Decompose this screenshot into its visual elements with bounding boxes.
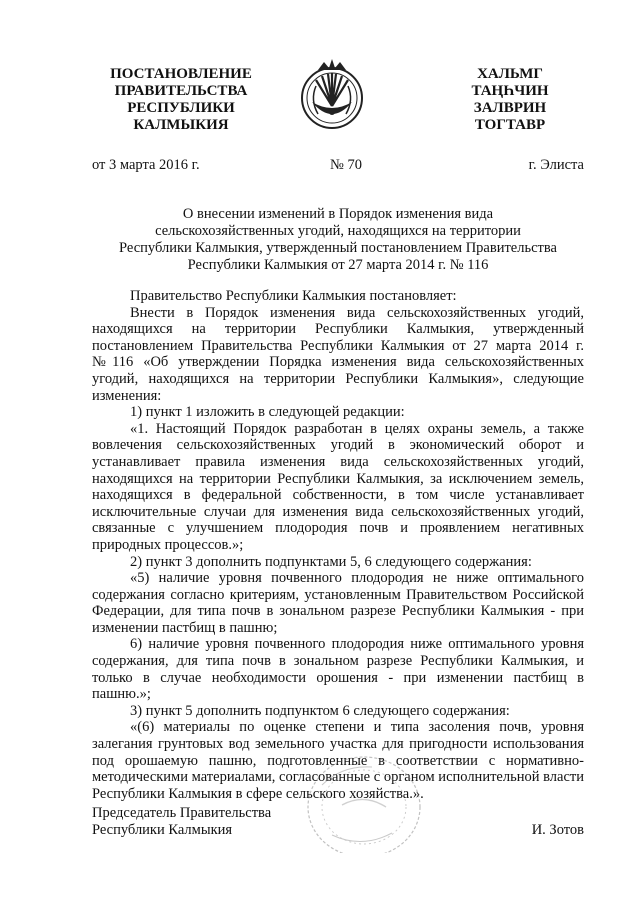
body-paragraph: 3) пункт 5 дополнить подпунктом 6 следующего содержания: [130,702,510,719]
signature-block [92,805,584,845]
header-right-line: ТОГТАВР [474,117,546,133]
body-paragraph: «(6) материалы по оценке степени и типа засоления почв, уровня залегания грунтовых вод земельного участка для пригодности использования под орошаемую пашню, подготовленные в соответствии с нормативно-методическими материалами, согласованные с органом исполнительной власти Республики Калмыкия в сфере сельского хозяйства.». [92,719,584,802]
body-paragraph: 6) наличие уровня почвенного плодородия ниже оптимального уровня содержания, для типа почв в зональном разрезе Республики Калмыкия, и только в случае необходимости орошения - при изменении пастбищ в пашню.»; [92,636,584,703]
header-left-line: КАЛМЫКИЯ [133,117,229,133]
body-paragraph: Правительство Республики Калмыкия постановляет: [130,288,457,304]
document-number: № 70 [330,157,362,173]
signatory-name: И. Зотов [531,822,584,838]
header-right-line: ТАҢҺЧИН [471,83,549,99]
dateline [92,157,584,175]
title-line: сельскохозяйственных угодий, находящихся на территории [155,223,521,239]
title-line: О внесении изменений в Порядок изменения вида [182,206,494,222]
signatory-position [92,805,271,839]
header-left-line: ПРАВИТЕЛЬСТВА [114,83,248,99]
header-right-line: ХАЛЬМГ [477,66,543,82]
body-paragraph: «1. Настоящий Порядок разработан в целях охраны земель, а также вовлечения сельскохозяйственных угодий в экономический оборот и устанавливает правила изменения вида сельскохозяйственных угодий, находящихся на территории Республики Калмыкия, за исключением земель, находящихся в федеральной собственности, в том числе устанавливает исключительные случаи для изменения вида сельскохозяйственных угодий, связанные с улучшением плодородия почв и проявлением негативных природных процессов.»; [92,420,584,553]
document-city: г. Элиста [528,157,584,173]
coat-of-arms-emblem [296,56,368,136]
document-date: от 3 марта 2016 г. [92,157,200,173]
header-right-kalmyk [455,66,565,134]
header-left-line: РЕСПУБЛИКИ [127,100,235,116]
header-right-line: ЗАЛВРИН [473,100,547,116]
body-paragraph: 1) пункт 1 изложить в следующей редакции: [130,404,405,421]
document-body [92,288,584,802]
body-paragraph: Внести в Порядок изменения вида сельскохозяйственных угодий, находящихся на территории Республики Калмыкия, утвержденный постановлением Правительства Республики Калмыкия от 27 марта 2014 г. №116 «Об утверждении Порядка изменения вида сельскохозяйственных угодий, находящихся на территории Республики Калмыкия», следующие изменения: [92,304,584,404]
title-line: Республики Калмыкия от 27 марта 2014 г. № 116 [187,257,489,273]
body-paragraph: «5) наличие уровня почвенного плодородия не ниже оптимального содержания согласно критериям, установленным Правительством Российской Федерации, для типа почв в зональном разрезе Республики Калмыкия - при изменении пастбищ в пашню; [92,570,584,636]
header-left-russian [96,66,266,134]
title-line: Республики Калмыкия, утвержденный постановлением Правительства [119,240,557,256]
signatory-position-line: Республики Калмыкия [92,822,233,838]
header-left-line: ПОСТАНОВЛЕНИЕ [110,66,252,82]
body-paragraph: 2) пункт 3 дополнить подпунктами 5, 6 следующего содержания: [130,553,532,570]
signatory-position-line: Председатель Правительства [92,805,272,821]
document-title [92,206,584,274]
